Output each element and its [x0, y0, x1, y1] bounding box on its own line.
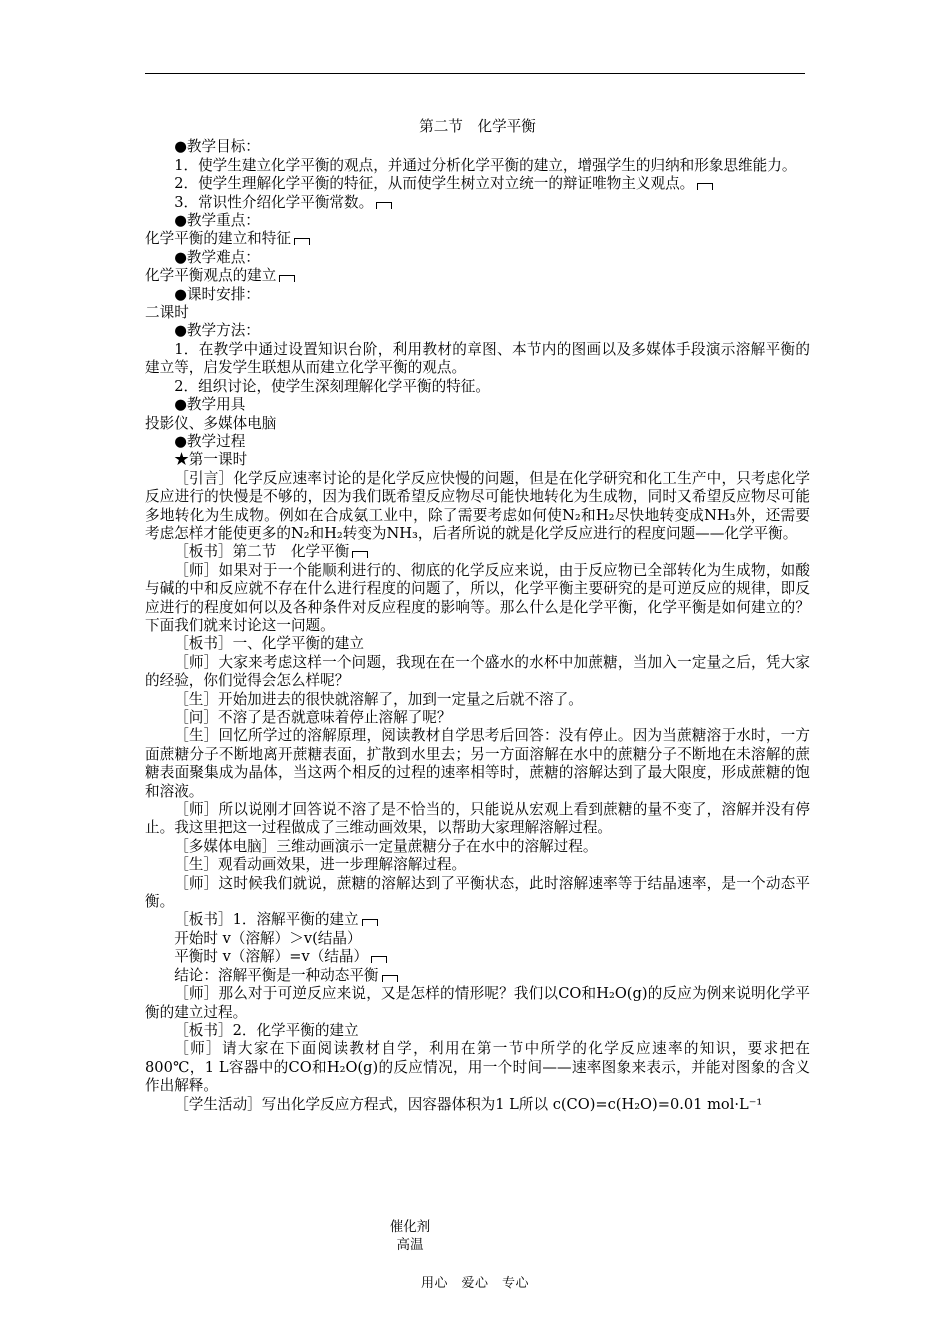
paragraph-32: [145, 967, 810, 985]
paragraph-14: [145, 415, 810, 433]
editor-mark-icon: [371, 956, 387, 963]
paragraph-27: [145, 856, 810, 874]
paragraph-20: [145, 635, 810, 653]
paragraph-36: [145, 1096, 810, 1114]
paragraph-text: 3．常识性介绍化学平衡常数。: [174, 193, 374, 211]
paragraph-text: ［板书］第二节 化学平衡: [174, 543, 350, 561]
page-footer: 用心 爱心 专心: [420, 1276, 529, 1291]
paragraph-3: [145, 194, 810, 212]
section-title: 第二节 化学平衡: [419, 118, 536, 135]
paragraph-text: ［多媒体电脑］三维动画演示一定量蔗糖分子在水中的溶解过程。: [174, 837, 598, 855]
paragraph-24: [145, 727, 810, 801]
paragraph-16: [145, 451, 810, 469]
editor-mark-icon: [382, 975, 398, 982]
paragraph-4: [145, 212, 810, 230]
editor-mark-icon: [294, 238, 310, 245]
header-rule: [145, 73, 805, 74]
paragraph-text: ［问］不溶了是否就意味着停止溶解了呢？: [174, 709, 452, 726]
paragraph-text: ［师］这时候我们就说，蔗糖的溶解达到了平衡状态，此时溶解速率等于结晶速率，是一个动态平衡。: [145, 874, 810, 911]
paragraph-10: [145, 322, 810, 340]
paragraph-text: ［师］大家来考虑这样一个问题，我现在在一个盛水的水杯中加蔗糖，当加入一定量之后，凭大家的经验，你们觉得会怎么样呢？: [145, 653, 810, 690]
paragraph-5: [145, 230, 810, 248]
paragraph-text: ［学生活动］写出化学反应方程式，因容器体积为1 L所以 c(CO)=c(H₂O)=0.01 mol·L⁻¹: [174, 1095, 763, 1113]
paragraph-30: [145, 930, 810, 948]
temperature-label: 高温: [396, 1237, 424, 1253]
paragraph-18: [145, 543, 810, 561]
paragraph-text: 结论：溶解平衡是一种动态平衡: [174, 966, 379, 984]
editor-mark-icon: [279, 275, 295, 282]
paragraph-23: [145, 709, 810, 727]
editor-mark-icon: [697, 183, 713, 190]
paragraph-2: [145, 175, 810, 193]
paragraph-text: 1．使学生建立化学平衡的观点，并通过分析化学平衡的建立，增强学生的归纳和形象思维能力。: [174, 156, 797, 174]
paragraph-text: ［板书］2．化学平衡的建立: [174, 1021, 359, 1039]
paragraph-21: [145, 654, 810, 691]
paragraph-9: [145, 304, 810, 322]
paragraph-12: [145, 378, 810, 396]
paragraph-33: [145, 985, 810, 1022]
body-lines: [145, 138, 810, 1114]
paragraph-text: ［板书］1．溶解平衡的建立: [174, 911, 359, 929]
paragraph-17: [145, 470, 810, 544]
editor-mark-icon: [376, 202, 392, 209]
paragraph-22: [145, 691, 810, 709]
paragraph-text: ●教学难点：: [174, 248, 260, 266]
paragraph-text: ●教学方法：: [174, 322, 260, 340]
paragraph-1: [145, 157, 810, 175]
paragraph-text: ［引言］化学反应速率讨论的是化学反应快慢的问题，但是在化学研究和化工生产中，只考虑化学反应进行的快慢是不够的，因为我们既希望反应物尽可能快地转化为生成物，同时又希望反应物尽可能多地转化为生成物。例如在合成氨工业中，除了需要考虑如何使N₂和H₂尽快地转变成NH₃外，还需要考虑怎样才能使更多的N₂和H₂转变为NH₃，后者所说的就是化学反应进行的程度问题——化学平衡。: [145, 469, 810, 542]
paragraph-text: ［师］请大家在下面阅读教材自学，利用在第一节中所学的化学反应速率的知识，要求把在800℃，1 L容器中的CO和H₂O(g)的反应情况，用一个时间——速率图象来表示，并能对图象的含义作出解释。: [145, 1040, 810, 1095]
document-body: [145, 118, 810, 1114]
paragraph-text: ★第一课时: [174, 451, 248, 469]
paragraph-19: [145, 562, 810, 636]
paragraph-text: 二课时: [145, 304, 189, 322]
editor-mark-icon: [352, 551, 368, 558]
paragraph-text: 2．组织讨论，使学生深刻理解化学平衡的特征。: [174, 377, 490, 395]
paragraph-text: 平衡时 v（溶解）=v（结晶）: [174, 948, 369, 966]
paragraph-text: ［生］回忆所学过的溶解原理，阅读教材自学思考后回答：没有停止。因为当蔗糖溶于水时，一方面蔗糖分子不断地离开蔗糖表面，扩散到水里去；另一方面溶解在水中的蔗糖分子不断地在未溶解的蔗糖表面聚集成为晶体，当这两个相反的过程的速率相等时，蔗糖的溶解达到了最大限度，形成蔗糖的饱和溶液。: [145, 727, 810, 800]
paragraph-6: [145, 249, 810, 267]
paragraph-0: [145, 138, 810, 156]
paragraph-text: 1．在教学中通过设置知识台阶，利用教材的章图、本节内的图画以及多媒体手段演示溶解平衡的建立等，启发学生联想从而建立化学平衡的观点。: [145, 340, 810, 377]
paragraph-26: [145, 838, 810, 856]
paragraph-35: [145, 1040, 810, 1095]
paragraph-text: ●教学过程: [174, 432, 246, 450]
paragraph-8: [145, 286, 810, 304]
paragraph-29: [145, 911, 810, 929]
paragraph-text: ●教学用具: [174, 396, 246, 414]
paragraph-text: 化学平衡观点的建立: [145, 267, 277, 285]
paragraph-text: ［生］开始加进去的很快就溶解了，加到一定量之后就不溶了。: [174, 690, 583, 708]
paragraph-31: [145, 948, 810, 966]
paragraph-text: 2．使学生理解化学平衡的特征，从而使学生树立对立统一的辩证唯物主义观点。: [174, 175, 695, 193]
paragraph-34: [145, 1022, 810, 1040]
paragraph-text: ●教学目标：: [174, 138, 260, 156]
paragraph-25: [145, 801, 810, 838]
paragraph-text: ［师］如果对于一个能顺利进行的、彻底的化学反应来说，由于反应物已全部转化为生成物，如酸与碱的中和反应就不存在什么进行程度的问题了，所以，化学平衡主要研究的是可逆反应的规律，即反应进行的程度如何以及各种条件对反应程度的影响等。那么什么是化学平衡，化学平衡是如何建立的？下面我们就来讨论这一问题。: [145, 561, 810, 634]
paragraph-text: 开始时 v（溶解）＞v(结晶）: [174, 929, 362, 947]
paragraph-11: [145, 341, 810, 378]
paragraph-28: [145, 875, 810, 912]
paragraph-text: ●教学重点：: [174, 212, 260, 230]
paragraph-text: ［师］所以说刚才回答说不溶了是不恰当的，只能说从宏观上看到蔗糖的量不变了，溶解并没有停止。我这里把这一过程做成了三维动画效果，以帮助大家理解溶解过程。: [145, 801, 810, 837]
paragraph-7: [145, 267, 810, 285]
paragraph-13: [145, 396, 810, 414]
editor-mark-icon: [362, 919, 378, 926]
reaction-conditions: [380, 1218, 440, 1254]
paragraph-text: 化学平衡的建立和特征: [145, 230, 291, 248]
paragraph-text: ［师］那么对于可逆反应来说，又是怎样的情形呢？我们以CO和H₂O(g)的反应为例来说明化学平衡的建立过程。: [145, 985, 810, 1021]
paragraph-text: ●课时安排：: [174, 285, 260, 303]
catalyst-label: 催化剂: [389, 1219, 431, 1235]
paragraph-text: ［板书］一、化学平衡的建立: [174, 635, 364, 653]
paragraph-15: [145, 433, 810, 451]
paragraph-text: 投影仪、多媒体电脑: [145, 414, 277, 432]
paragraph-text: ［生］观看动画效果，进一步理解溶解过程。: [174, 856, 467, 874]
